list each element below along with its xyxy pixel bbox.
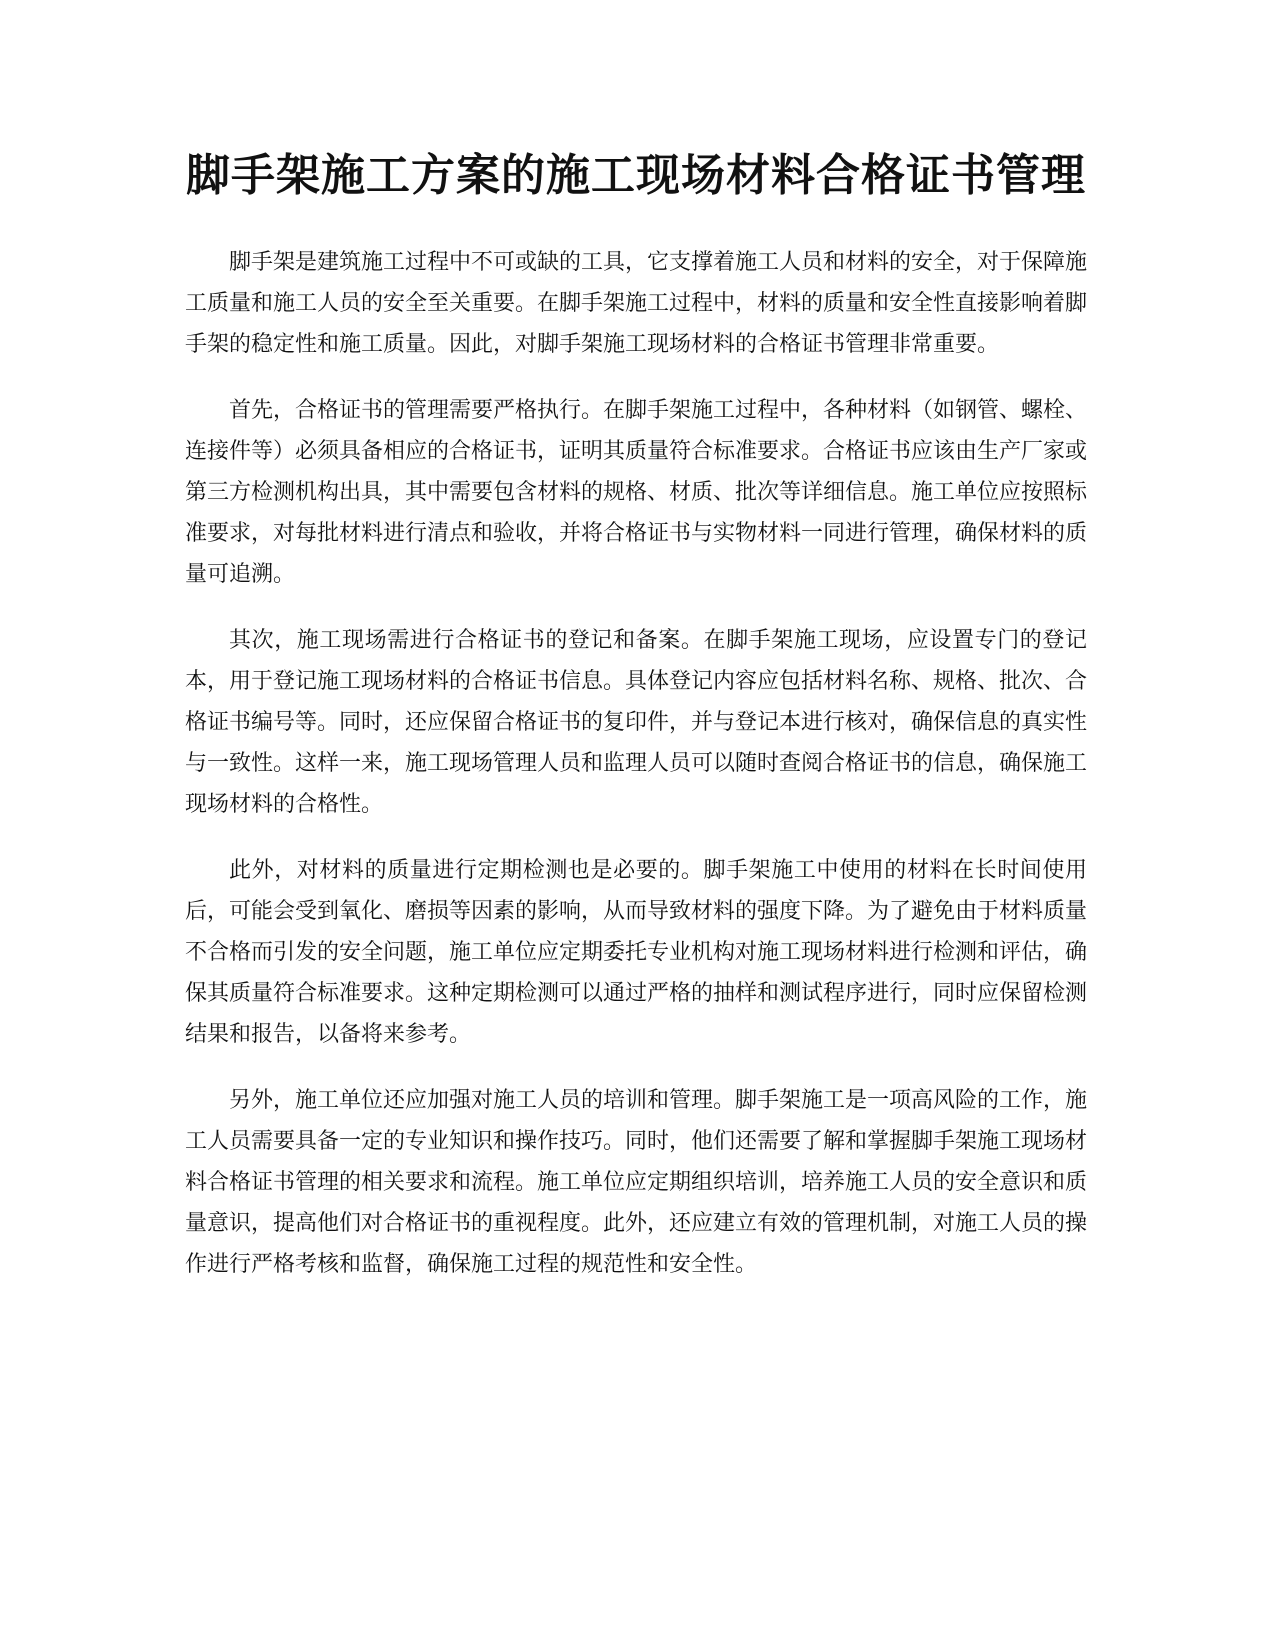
body-paragraph-3: 其次，施工现场需进行合格证书的登记和备案。在脚手架施工现场，应设置专门的登记本，用于登记施工现场材料的合格证书信息。具体登记内容应包括材料名称、规格、批次、合格证书编号等。同时，还应保留合格证书的复印件，并与登记本进行核对，确保信息的真实性与一致性。这样一来，施工现场管理人员和监理人员可以随时查阅合格证书的信息，确保施工现场材料的合格性。 [185,628,1088,817]
document-page [185,140,1087,1310]
document-title: 脚手架施工方案的施工现场材料合格证书管理 [186,150,1086,201]
body-paragraph-5: 另外，施工单位还应加强对施工人员的培训和管理。脚手架施工是一项高风险的工作，施工人员需要具备一定的专业知识和操作技巧。同时，他们还需要了解和掌握脚手架施工现场材料合格证书管理的相关要求和流程。施工单位应定期组织培训，培养施工人员的安全意识和质量意识，提高他们对合格证书的重视程度。此外，还应建立有效的管理机制，对施工人员的操作进行严格考核和监督，确保施工过程的规范性和安全性。 [185,1088,1088,1277]
body-paragraph-4: 此外，对材料的质量进行定期检测也是必要的。脚手架施工中使用的材料在长时间使用后，可能会受到氧化、磨损等因素的影响，从而导致材料的强度下降。为了避免由于材料质量不合格而引发的安全问题，施工单位应定期委托专业机构对施工现场材料进行检测和评估，确保其质量符合标准要求。这种定期检测可以通过严格的抽样和测试程序进行，同时应保留检测结果和报告，以备将来参考。 [185,858,1088,1047]
body-paragraph-2: 首先，合格证书的管理需要严格执行。在脚手架施工过程中，各种材料（如钢管、螺栓、连接件等）必须具备相应的合格证书，证明其质量符合标准要求。合格证书应该由生产厂家或第三方检测机构出具，其中需要包含材料的规格、材质、批次等详细信息。施工单位应按照标准要求，对每批材料进行清点和验收，并将合格证书与实物材料一同进行管理，确保材料的质量可追溯。 [185,398,1088,587]
body-paragraph-1: 脚手架是建筑施工过程中不可或缺的工具，它支撑着施工人员和材料的安全，对于保障施工质量和施工人员的安全至关重要。在脚手架施工过程中，材料的质量和安全性直接影响着脚手架的稳定性和施工质量。因此，对脚手架施工现场材料的合格证书管理非常重要。 [185,250,1088,357]
